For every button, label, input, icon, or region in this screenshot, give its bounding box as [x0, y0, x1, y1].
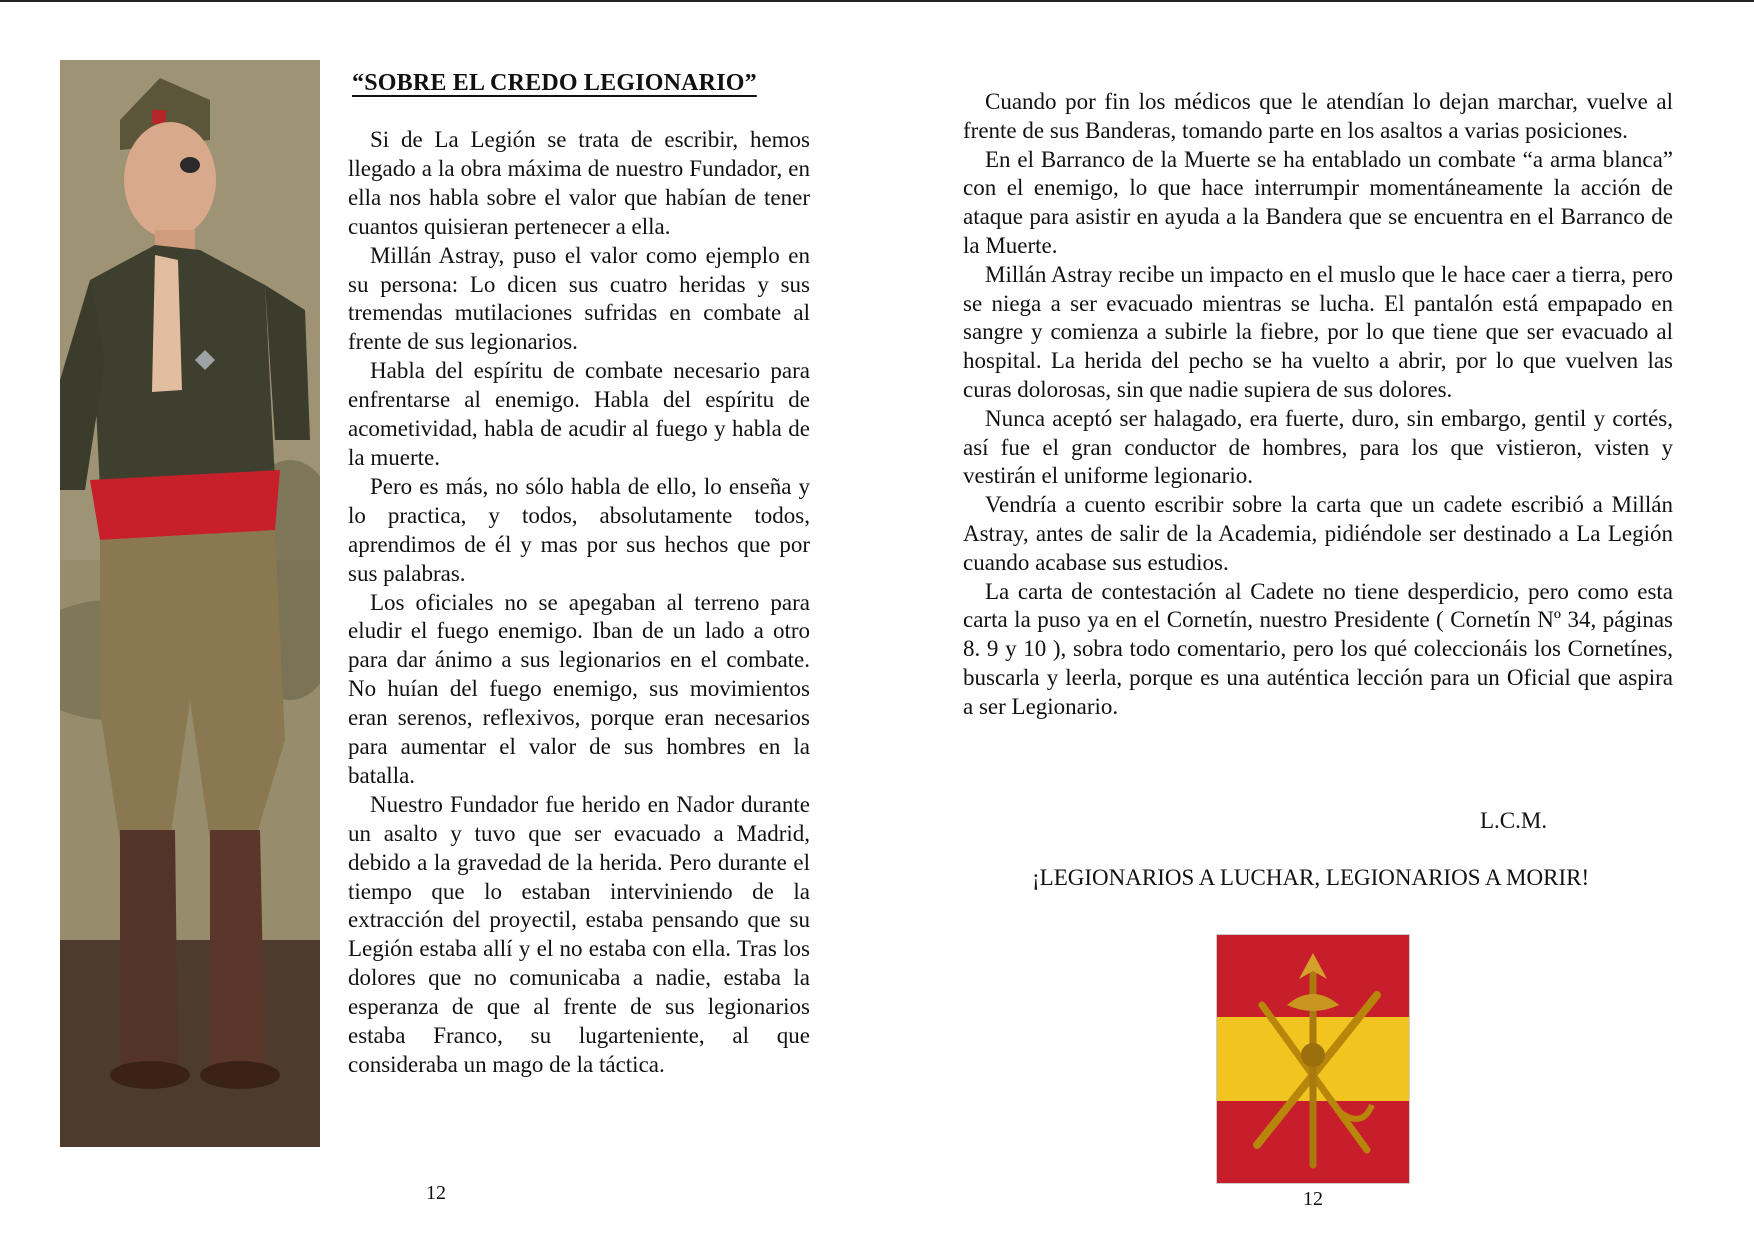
legion-motto: ¡LEGIONARIOS A LUCHAR, LEGIONARIOS A MORIR! [1032, 865, 1590, 890]
paragraph: En el Barranco de la Muerte se ha entablado un combate “a arma blanca” con el enemigo, lo que hace interrumpir momentáneamente la acción de ataque para asistir en ayuda a la Bandera que se encuentra en el Barranco de la Muerte. [963, 146, 1673, 258]
paragraph: Nuestro Fundador fue herido en Nador durante un asalto y tuvo que ser evacuado a Madrid, debido a la gravedad de la herida. Pero durante el tiempo que lo estaban interviniendo de la extracción del proyectil, estaba pensando que su Legión estaba allí y el no estaba con ella. Tras los dolores que no comunicaba a nadie, estaba la esperanza de que al frente de sus legionarios estaba Franco, su lugarteniente, al que consideraba un mago de la táctica. [348, 791, 810, 1077]
top-rule [0, 0, 1754, 2]
paragraph: Habla del espíritu de combate necesario para enfrentarse al enemigo. Habla del espíritu de acometividad, habla de acudir al fuego y habla de la muerte. [348, 358, 810, 470]
paragraph: Si de La Legión se trata de escribir, hemos llegado a la obra máxima de nuestro Fundador, en ella nos habla sobre el valor que habían de tener cuantos quisieran pertenecer a ella. [348, 127, 810, 239]
paragraph: La carta de contestación al Cadete no tiene desperdicio, pero como esta carta la puso ya en el Cornetín, nuestro Presidente ( Cornetín Nº 34, páginas 8. 9 y 10 ), sobra todo comentario, pero los qué coleccionáis los Cornetínes, buscarla y leerla, porque es una auténtica lección para un Oficial que aspira a ser Legionario. [963, 578, 1673, 719]
portrait-painting [60, 60, 320, 1147]
right-text-column [963, 88, 1673, 722]
paragraph: Millán Astray recibe un impacto en el muslo que le hace caer a tierra, pero se niega a ser evacuado mientras se lucha. El pantalón está empapado en sangre y comienza a subirle la fiebre, por lo que tiene que ser evacuado al hospital. La herida del pecho se ha vuelto a abrir, por lo que vuelven las curas dolorosas, sin que nadie supiera de sus dolores. [963, 261, 1673, 402]
paragraph: Pero es más, no sólo habla de ello, lo enseña y lo practica, y todos, absolutamente todos, aprendimos de él y mas por sus hechos que por sus palabras. [348, 473, 810, 586]
author-signature: L.C.M. [1480, 808, 1548, 833]
paragraph: Cuando por fin los médicos que le atendían lo dejan marchar, vuelve al frente de sus Banderas, tomando parte en los asaltos a varias posiciones. [963, 89, 1673, 143]
left-text-column [348, 126, 810, 1080]
paragraph: Vendría a cuento escribir sobre la carta que un cadete escribió a Millán Astray, antes de salir de la Academia, pidiéndole ser destinado a La Legión cuando acabase sus estudios. [963, 492, 1673, 575]
left-page-number: 12 [426, 1182, 446, 1204]
right-page-number: 12 [1303, 1188, 1323, 1210]
legion-emblem-image [1217, 935, 1409, 1183]
article-heading: “SOBRE EL CREDO LEGIONARIO” [352, 70, 757, 96]
paragraph: Millán Astray, puso el valor como ejemplo en su persona: Lo dicen sus cuatro heridas y sus tremendas mutilaciones sufridas en combate al frente de sus legionarios. [348, 242, 810, 355]
paragraph: Los oficiales no se apegaban al terreno para eludir el fuego enemigo. Iban de un lado a otro para dar ánimo a sus legionarios en el combate. No huían del fuego enemigo, sus movimientos eran serenos, reflexivos, porque eran necesarios para aumentar el valor de sus hombres en la batalla. [348, 589, 810, 788]
paragraph: Nunca aceptó ser halagado, era fuerte, duro, sin embargo, gentil y cortés, así fue el gran conductor de hombres, para los que vistieron, visten y vestirán el uniforme legionario. [963, 405, 1673, 489]
